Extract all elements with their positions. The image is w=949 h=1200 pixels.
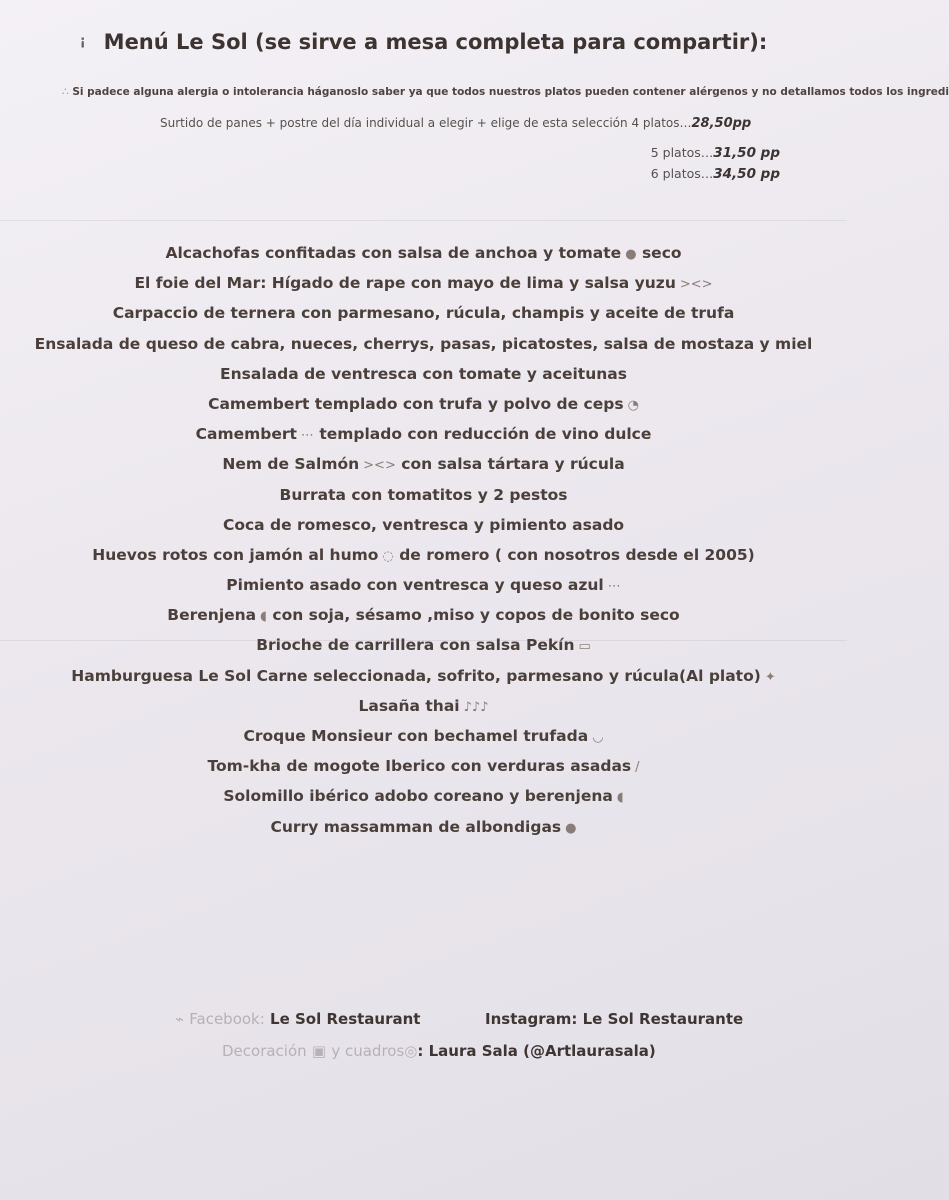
fish-icon: ><> bbox=[363, 458, 396, 474]
dish-item bbox=[0, 389, 847, 419]
dish-detail: con salsa tártara y rúcula bbox=[401, 455, 625, 474]
social-footer bbox=[175, 1010, 744, 1028]
dish-item bbox=[0, 238, 847, 268]
dish-item bbox=[0, 691, 847, 721]
dish-name: Camembert templado con trufa y polvo de ceps bbox=[208, 394, 624, 413]
combo-tier-6 bbox=[0, 166, 780, 182]
dish-name: Coca de romesco, ventresca y pimiento asado bbox=[222, 515, 625, 534]
instagram-value: Le Sol Restaurante bbox=[582, 1010, 744, 1028]
credits-footer bbox=[222, 1042, 656, 1060]
deco-mid: y cuadros bbox=[331, 1042, 405, 1060]
dish-name: Pimiento asado con ventresca y queso azul bbox=[226, 576, 604, 595]
dish-item bbox=[0, 298, 847, 328]
dish-detail: con soja, sésamo ,miso y copos de bonito seco bbox=[272, 606, 680, 625]
dish-detail: seco bbox=[641, 244, 682, 262]
dish-name: El foie del Mar: Hígado de rape con mayo de lima y salsa yuzu bbox=[134, 274, 676, 293]
burger-icon: ✦ bbox=[764, 669, 776, 685]
tomato-icon: ● bbox=[625, 247, 637, 262]
eggplant-icon: ◖ bbox=[260, 609, 267, 625]
dish-name: Alcachofas confitadas con salsa de anchoa y tomate bbox=[165, 244, 622, 262]
dish-item bbox=[0, 540, 847, 570]
paper-crease bbox=[0, 220, 847, 221]
dish-name: Berenjena bbox=[167, 606, 257, 625]
deco-value: : Laura Sala (@Artlaurasala) bbox=[417, 1042, 656, 1060]
palette-icon: ◎ bbox=[404, 1042, 418, 1060]
facebook-value: Le Sol Restaurant bbox=[270, 1010, 421, 1028]
dish-item bbox=[0, 812, 847, 842]
combo-tier-5 bbox=[0, 145, 780, 161]
dish-name: Burrata con tomatitos y 2 pestos bbox=[279, 485, 568, 504]
tier-5-price: 31,50 pp bbox=[713, 145, 780, 161]
dish-name: Solomillo ibérico adobo coreano y berenjena bbox=[223, 787, 613, 806]
menu-title bbox=[0, 30, 847, 54]
facebook-icon: ⌁ bbox=[175, 1010, 185, 1028]
egg-icon: ◌ bbox=[382, 548, 394, 564]
title-text: Menú Le Sol (se sirve a mesa completa para compartir): bbox=[103, 30, 768, 54]
deco-label: Decoración bbox=[222, 1042, 307, 1060]
combo-offer bbox=[160, 116, 751, 131]
dish-item bbox=[0, 359, 847, 389]
dish-item bbox=[0, 449, 847, 479]
dish-item bbox=[0, 751, 847, 781]
instagram-label: Instagram: bbox=[485, 1010, 578, 1028]
dish-item bbox=[0, 570, 847, 600]
title-mark: ¡ bbox=[79, 34, 86, 49]
dish-detail: templado con reducción de vino dulce bbox=[319, 425, 652, 444]
dish-name: Curry massamman de albondigas bbox=[270, 817, 562, 836]
dish-item bbox=[0, 480, 847, 510]
dish-item bbox=[0, 630, 847, 660]
dish-name: Ensalada de ventresca con tomate y aceitunas bbox=[220, 364, 627, 383]
dish-item bbox=[0, 721, 847, 751]
painter-icon: ▣ bbox=[311, 1042, 327, 1060]
cheese-icon: ◔ bbox=[627, 397, 639, 413]
dish-name: Hamburguesa Le Sol Carne seleccionada, sofrito, parmesano y rúcula(Al plato) bbox=[71, 666, 761, 685]
meatball-icon: ● bbox=[565, 820, 577, 836]
chili-icon: ♪♪♪ bbox=[463, 699, 489, 715]
dish-detail: de romero ( con nosotros desde el 2005) bbox=[399, 545, 755, 564]
note-bullet-icon: ∴ bbox=[62, 86, 69, 98]
dish-item bbox=[0, 600, 847, 630]
dish-name: Tom-kha de mogote Iberico con verduras asadas bbox=[207, 757, 632, 776]
bread-icon: ◡ bbox=[592, 730, 604, 745]
fish-icon: ><> bbox=[679, 277, 713, 293]
dish-item bbox=[0, 419, 847, 449]
facebook-label: Facebook: bbox=[189, 1010, 265, 1028]
tier-6-label: 6 platos… bbox=[650, 166, 714, 181]
dish-name: Carpaccio de ternera con parmesano, rúcula, champis y aceite de trufa bbox=[112, 304, 735, 323]
combo-price-4: 28,50pp bbox=[691, 116, 752, 131]
dish-item bbox=[0, 781, 847, 811]
knife-icon: / bbox=[635, 760, 640, 776]
dish-name: Huevos rotos con jamón al humo bbox=[92, 545, 379, 564]
dish-item bbox=[0, 268, 847, 298]
dish-item bbox=[0, 329, 847, 359]
dish-name: Croque Monsieur con bechamel trufada bbox=[243, 727, 589, 745]
allergy-note bbox=[62, 86, 949, 98]
dish-item bbox=[0, 510, 847, 540]
tier-5-label: 5 platos… bbox=[650, 145, 714, 160]
dish-name: Nem de Salmón bbox=[222, 455, 360, 474]
flag-icon: ▭ bbox=[578, 639, 591, 655]
tier-6-price: 34,50 pp bbox=[713, 166, 780, 182]
dish-name: Ensalada de queso de cabra, nueces, cherrys, pasas, picatostes, salsa de mostaza y miel bbox=[34, 334, 813, 353]
dish-name: Lasaña thai bbox=[358, 696, 460, 715]
dish-list bbox=[0, 238, 847, 842]
pepper-icon: ⋯ bbox=[607, 579, 621, 595]
eggplant-icon: ◖ bbox=[616, 790, 624, 806]
instagram-line bbox=[485, 1010, 743, 1028]
allergy-text: Si padece alguna alergia o intolerancia háganoslo saber ya que todos nuestros platos pueden contener alérgenos y no detallamos todos los ingredi bbox=[72, 86, 949, 98]
dish-name: Brioche de carrillera con salsa Pekín bbox=[256, 636, 575, 655]
combo-text: Surtido de panes + postre del día individual a elegir + elige de esta selección 4 platos… bbox=[160, 116, 692, 130]
dish-item bbox=[0, 661, 847, 691]
cheese-icon: ⋯ bbox=[300, 428, 314, 444]
dish-name: Camembert bbox=[195, 425, 297, 444]
